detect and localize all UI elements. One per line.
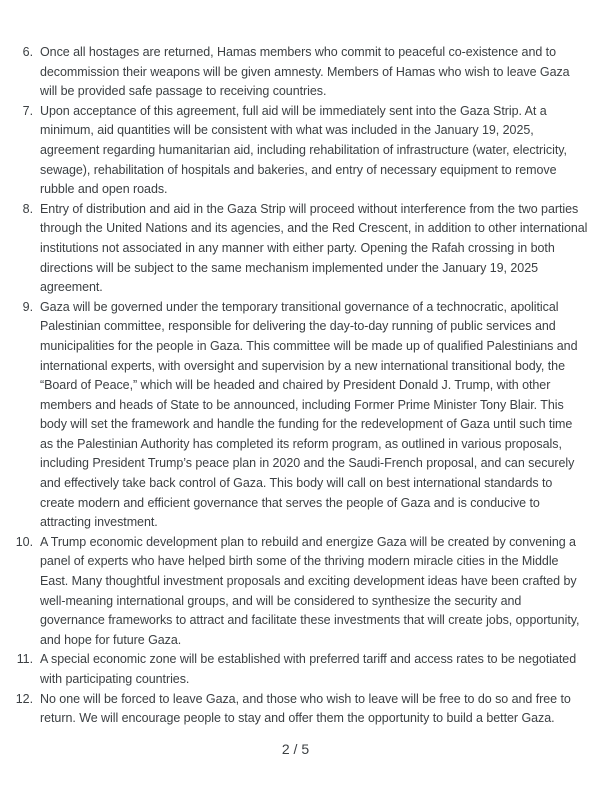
list-item-text: Once all hostages are returned, Hamas members who commit to peaceful co-existence and to decommission their weapons will be given amnesty. Members of Hamas who wish to leave Gaza will be provided safe passage to receiving countries. bbox=[40, 45, 570, 99]
list-item bbox=[0, 650, 588, 689]
list-item-number: 6. bbox=[22, 45, 33, 59]
page-indicator: 2 / 5 bbox=[281, 740, 310, 757]
list-item bbox=[0, 533, 588, 651]
list-item bbox=[0, 43, 588, 102]
list-item-text: A special economic zone will be established with preferred tariff and access rates to be negotiated with participating countries. bbox=[40, 652, 577, 686]
list-item-number: 9. bbox=[22, 299, 33, 314]
list-item bbox=[0, 690, 588, 729]
list-item bbox=[0, 298, 588, 533]
list-item-number: 12. bbox=[15, 691, 33, 706]
clause-list bbox=[0, 43, 601, 729]
list-item-number: 11. bbox=[16, 652, 33, 667]
list-item-number: 10. bbox=[15, 534, 33, 549]
list-item-number: 8. bbox=[22, 201, 33, 216]
list-item-text: No one will be forced to leave Gaza, and those who wish to leave will be free to do so and free to return. We will encourage people to stay and offer them the opportunity to build a better Gaza. bbox=[40, 691, 571, 726]
list-item-text: Gaza will be governed under the temporary transitional governance of a technocratic, apolitical Palestinian committee, responsible for delivering the day-to-day running of public services and municipalities for the people in Gaza. This committee will be made up of qualified Palestinians and international experts, with oversight and supervision by a new international transitional body, the “Board of Peace,” which will be headed and chaired by President Donald J. Trump, with other members and heads of State to be announced, including Former Prime Minister Tony Blair. This body will set the framework and handle the funding for the redevelopment of Gaza until such time as the Palestinian Authority has completed its reform program, as outlined in various proposals, including President Trump’s peace plan in 2020 and the Saudi-French proposal, and can securely and effectively take back control of Gaza. This body will call on best international standards to create modern and efficient governance that serves the people of Gaza and is conducive to attracting investment. bbox=[40, 299, 578, 530]
list-item-text: Entry of distribution and aid in the Gaza Strip will proceed without interference from the two parties through the United Nations and its agencies, and the Red Crescent, in addition to other international institutions not associated in any manner with either party. Opening the Rafah crossing in both directions will be subject to the same mechanism implemented under the January 19, 2025 agreement. bbox=[40, 201, 588, 295]
list-item-text: A Trump economic development plan to rebuild and energize Gaza will be created by convening a panel of experts who have helped birth some of the thriving modern miracle cities in the Middle East. Many thoughtful investment proposals and exciting development ideas have been crafted by well-meaning international groups, and will be considered to synthesize the security and governance frameworks to attract and facilitate these investments that will create jobs, opportunity, and hope for future Gaza. bbox=[40, 534, 580, 647]
list-item bbox=[0, 200, 588, 298]
list-item-text: Upon acceptance of this agreement, full aid will be immediately sent into the Gaza Strip. At a minimum, aid quantities will be consistent with what was included in the January 19, 2025, agreement regarding humanitarian aid, including rehabilitation of infrastructure (water, electricity, sewage), rehabilitation of hospitals and bakeries, and entry of necessary equipment to remove rubble and open roads. bbox=[40, 103, 567, 197]
list-item bbox=[0, 102, 588, 200]
list-item-number: 7. bbox=[22, 103, 33, 118]
